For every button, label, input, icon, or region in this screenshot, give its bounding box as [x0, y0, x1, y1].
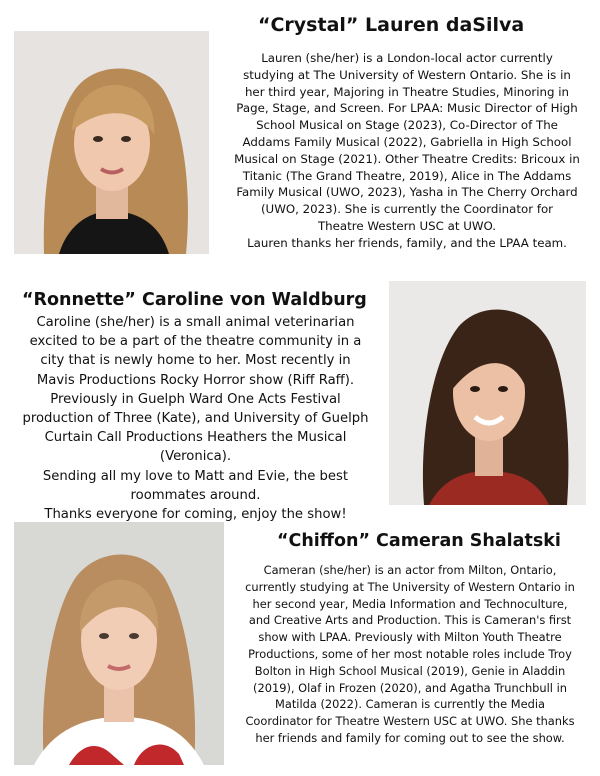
headshot-cameran-icon — [14, 522, 224, 765]
cast-name: “Ronnette” Caroline von Waldburg — [22, 290, 367, 310]
headshot-lauren — [14, 31, 209, 254]
bio-line: (UWO, 2023). She is currently the Coordinator for — [260, 202, 554, 217]
headshot-lauren-icon — [14, 31, 209, 254]
bio-line: Productions, some of her most notable roles include Troy — [248, 646, 572, 661]
bio-line: production of Three (Kate), and University of Guelph — [22, 411, 369, 427]
cast-name: “Crystal” Lauren daSilva — [258, 14, 525, 36]
bio-line: Previously in Guelph Ward One Acts Festival — [50, 391, 341, 407]
bio-line: Matilda (2022). Cameran is currently the Media — [275, 697, 545, 712]
headshot-caroline-icon — [389, 281, 586, 505]
bio-line: Lauren (she/her) is a London-local actor currently — [261, 51, 553, 65]
bio-line: studying at The University of Western Ontario. She is in — [243, 67, 571, 82]
bio-line: her friends and family for coming out to see the show. — [255, 730, 565, 745]
bio-line: Family Musical (UWO, 2023), Yasha in The Cherry Orchard — [236, 185, 578, 200]
headshot-caroline — [389, 281, 586, 505]
bio-line: Musical on Stage (2021). Other Theatre Credits: Bricoux in — [234, 151, 580, 166]
cast-bio — [228, 562, 592, 747]
bio-line: excited to be a part of the theatre community in a — [29, 334, 362, 350]
bio-line: currently studying at The University of Western Ontario in — [245, 579, 575, 594]
bio-line: Page, Stage, and Screen. For LPAA: Music Director of High — [236, 101, 578, 116]
bio-line: Theatre Western USC at UWO. — [317, 218, 497, 233]
bio-line: Mavis Productions Rocky Horror show (Riff Raff). — [36, 372, 355, 388]
bio-line: and Creative Arts and Production. This is Cameran's first — [248, 613, 572, 628]
bio-line: show with LPAA. Previously with Milton Youth Theatre — [258, 630, 562, 645]
bio-line: her third year, Majoring in Theatre Studies, Minoring in — [244, 84, 570, 99]
bio-line: School Musical on Stage (2023), Co-Director of The — [256, 118, 558, 133]
bio-line: Caroline (she/her) is a small animal veterinarian — [36, 315, 355, 330]
bio-line: (Veronica). — [159, 449, 232, 465]
bio-line: Curtain Call Productions Heathers the Musical — [44, 430, 347, 446]
bio-line: Coordinator for Theatre Western USC at UWO. She thanks — [245, 714, 575, 729]
bio-line: city that is newly home to her. Most recently in — [40, 353, 351, 369]
bio-line: Sending all my love to Matt and Evie, the best — [42, 468, 349, 484]
bio-line: Cameran (she/her) is an actor from Milton, Ontario, — [263, 563, 557, 577]
cast-bio — [222, 50, 592, 252]
bio-line: roommates around. — [130, 487, 261, 503]
bio-line: Thanks everyone for coming, enjoy the show! — [44, 507, 347, 523]
cast-bio — [8, 313, 383, 524]
bio-line: Lauren thanks her friends, family, and the LPAA team. — [247, 235, 567, 250]
bio-line: Titanic (The Grand Theatre, 2019), Alice in The Addams — [242, 168, 572, 183]
cast-name: “Chiffon” Cameran Shalatski — [277, 531, 561, 551]
bio-line: Addams Family Musical (2022), Gabriella in High School — [242, 134, 572, 149]
bio-line: her second year, Media Information and Technoculture, — [252, 596, 568, 611]
bio-line: Bolton in High School Musical (2019), Genie in Aladdin — [254, 663, 566, 678]
headshot-cameran — [14, 522, 224, 765]
bio-line: (2019), Olaf in Frozen (2020), and Agatha Trunchbull in — [253, 680, 567, 695]
